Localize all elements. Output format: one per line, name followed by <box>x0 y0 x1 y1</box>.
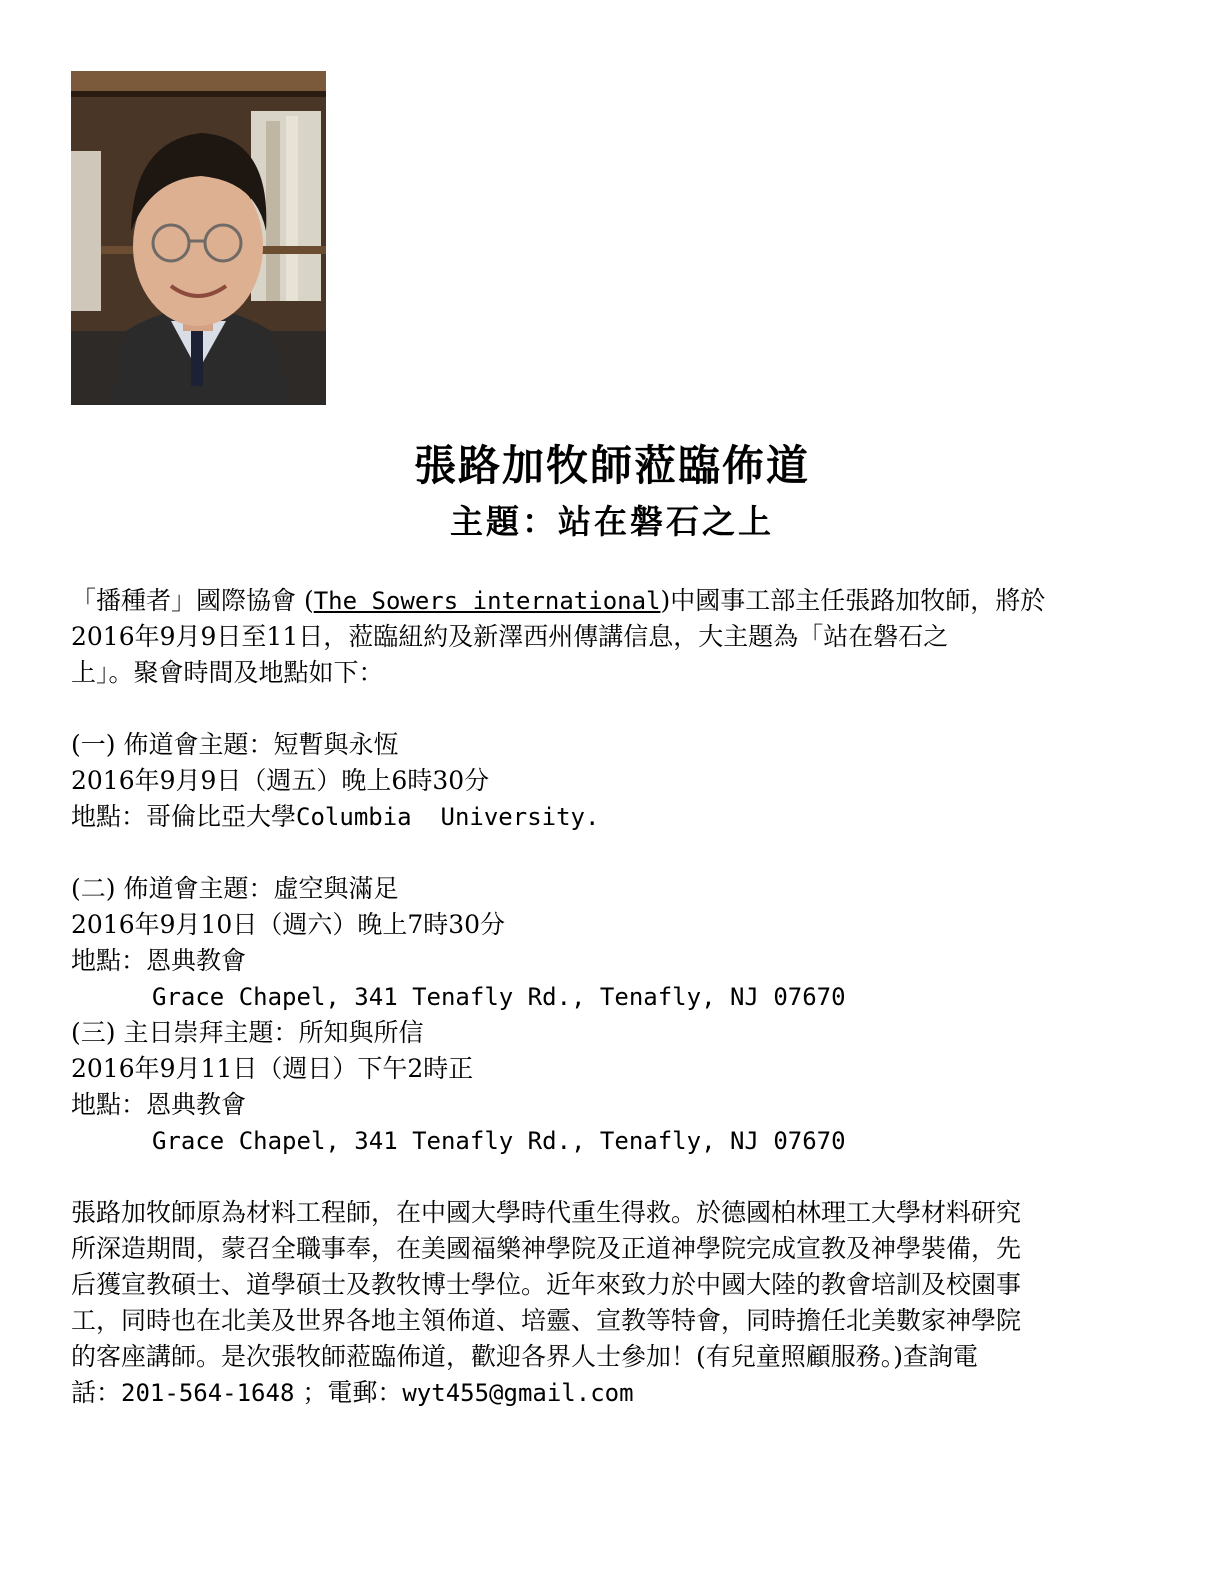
contact-prefix: 話： <box>71 1378 122 1407</box>
phone-number: 201-564-1648 <box>121 1379 295 1407</box>
page-subtitle: 主題：站在磐石之上 <box>450 502 774 541</box>
portrait-photo <box>71 71 326 405</box>
bio-line-4: 工，同時也在北美及世界各地主領佈道、培靈、宣教等特會，同時擔任北美數家神學院 <box>71 1306 1022 1335</box>
intro-line-3: 上」。聚會時間及地點如下： <box>71 658 384 687</box>
event-2-address: Grace Chapel, 341 Tenafly Rd., Tenafly, NJ 07670 <box>152 983 846 1011</box>
location-english: Columbia University. <box>296 803 600 831</box>
event-2-heading: (二) 佈道會主題：虛空與滿足 <box>71 874 399 903</box>
bio-line-2: 所深造期間，蒙召全職事奉，在美國福樂神學院及正道神學院完成宣教及神學裝備，先 <box>71 1234 1022 1263</box>
event-3-address: Grace Chapel, 341 Tenafly Rd., Tenafly, NJ 07670 <box>152 1127 846 1155</box>
intro-line-2: 2016年9月9日至11日，蒞臨紐約及新澤西州傳講信息，大主題為「站在磐石之 <box>71 622 949 651</box>
intro-text: )中國事工部主任張路加牧師，將於 <box>660 586 1046 615</box>
event-2-location: 地點：恩典教會 <box>71 946 247 975</box>
intro-line-1 <box>71 584 1045 618</box>
organization-english-name: The Sowers international <box>313 587 661 615</box>
page-title: 張路加牧師蒞臨佈道 <box>413 441 810 490</box>
event-1-location <box>71 800 599 834</box>
event-3-datetime: 2016年9月11日（週日）下午2時正 <box>71 1054 474 1083</box>
event-1-datetime: 2016年9月9日（週五）晚上6時30分 <box>71 766 490 795</box>
email-label: ；電郵： <box>294 1378 403 1407</box>
portrait-image <box>71 71 326 405</box>
bio-line-3: 后獲宣教碩士、道學碩士及教牧博士學位。近年來致力於中國大陸的教會培訓及校園事 <box>71 1270 1022 1299</box>
event-2-datetime: 2016年9月10日（週六）晚上7時30分 <box>71 910 506 939</box>
event-3-heading: (三) 主日崇拜主題：所知與所信 <box>71 1018 424 1047</box>
event-3-location: 地點：恩典教會 <box>71 1090 247 1119</box>
email-address: wyt455@gmail.com <box>402 1379 634 1407</box>
event-1-heading: (一) 佈道會主題：短暫與永恆 <box>71 730 399 759</box>
contact-line <box>71 1376 634 1410</box>
bio-line-1: 張路加牧師原為材料工程師，在中國大學時代重生得救。於德國柏林理工大學材料研究 <box>71 1198 1022 1227</box>
location-label: 地點：哥倫比亞大學 <box>71 802 297 831</box>
intro-text: 「播種者」國際協會 ( <box>71 586 314 615</box>
bio-line-5: 的客座講師。是次張牧師蒞臨佈道，歡迎各界人士參加！(有兒童照顧服務。)查詢電 <box>71 1342 979 1371</box>
